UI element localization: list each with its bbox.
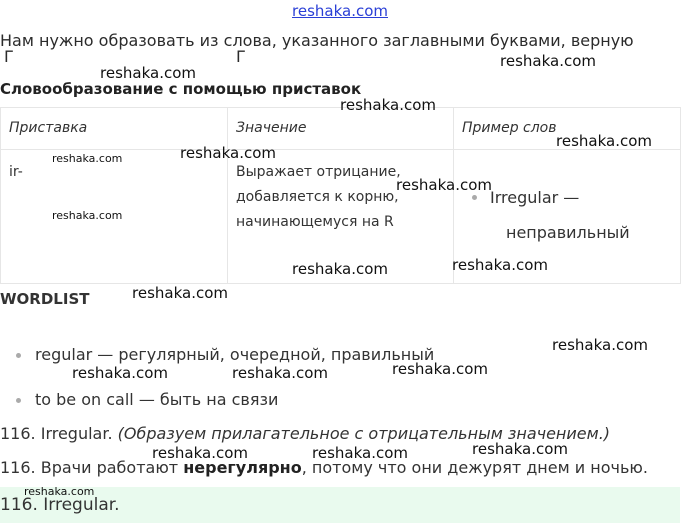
watermark: reshaka.com (472, 440, 568, 458)
sentence-before: Врачи работают (40, 458, 179, 477)
header-meaning: Значение (228, 108, 454, 150)
section-title: Словообразование с помощью приставок (0, 80, 362, 98)
watermark: reshaka.com (24, 485, 95, 498)
answer-word: Irregular. (40, 424, 113, 443)
watermark: reshaka.com (500, 52, 596, 70)
intro-fragment: Г (4, 47, 14, 66)
watermark: reshaka.com (100, 64, 196, 82)
meaning-line: добавляется к корню, (236, 189, 399, 205)
answer-note: (Образуем прилагательное с отрицательным значением.) (117, 424, 611, 443)
header-examples: Пример слов (454, 108, 681, 150)
watermark: reshaka.com (312, 444, 408, 462)
answer-number: 116. (0, 424, 36, 443)
meaning-line: начинающемуся на R (236, 214, 394, 230)
watermark: reshaka.com (232, 364, 328, 382)
watermark: reshaka.com (152, 444, 248, 462)
intro-text: Нам нужно образовать из слова, указанного заглавными буквами, верную (0, 31, 634, 50)
meaning-line: Выражает отрицание, (236, 164, 401, 180)
site-header-link[interactable]: reshaka.com (292, 2, 388, 20)
answer-box (0, 487, 680, 523)
watermark: reshaka.com (52, 152, 123, 165)
watermark: reshaka.com (392, 360, 488, 378)
example-translation: неправильный (506, 223, 630, 242)
wordlist-title: WORDLIST (0, 290, 90, 308)
wordlist (16, 342, 434, 432)
header-prefix: Приставка (1, 108, 228, 150)
watermark: reshaka.com (340, 96, 436, 114)
watermark: reshaka.com (556, 132, 652, 150)
list-item: regular — регулярный, очередной, правильный (16, 342, 434, 387)
sentence-bold-word: нерегулярно (183, 458, 302, 477)
answer-box-text: 116. Irregular. (0, 495, 120, 515)
watermark: reshaka.com (292, 260, 388, 278)
sentence-after: , потому что они дежурят днем и ночью. (301, 458, 648, 477)
watermark: reshaka.com (396, 176, 492, 194)
list-item: to be on call — быть на связи (16, 387, 434, 432)
sentence-number: 116. (0, 458, 36, 477)
watermark: reshaka.com (180, 144, 276, 162)
watermark: reshaka.com (52, 209, 123, 222)
watermark: reshaka.com (552, 336, 648, 354)
prefix-cell: ir- (1, 150, 228, 284)
intro-fragment-2: Г (236, 47, 246, 66)
watermark: reshaka.com (72, 364, 168, 382)
watermark: reshaka.com (452, 256, 548, 274)
examples-list (462, 180, 672, 215)
watermark: reshaka.com (132, 284, 228, 302)
example-item: Irregular — (490, 180, 672, 215)
